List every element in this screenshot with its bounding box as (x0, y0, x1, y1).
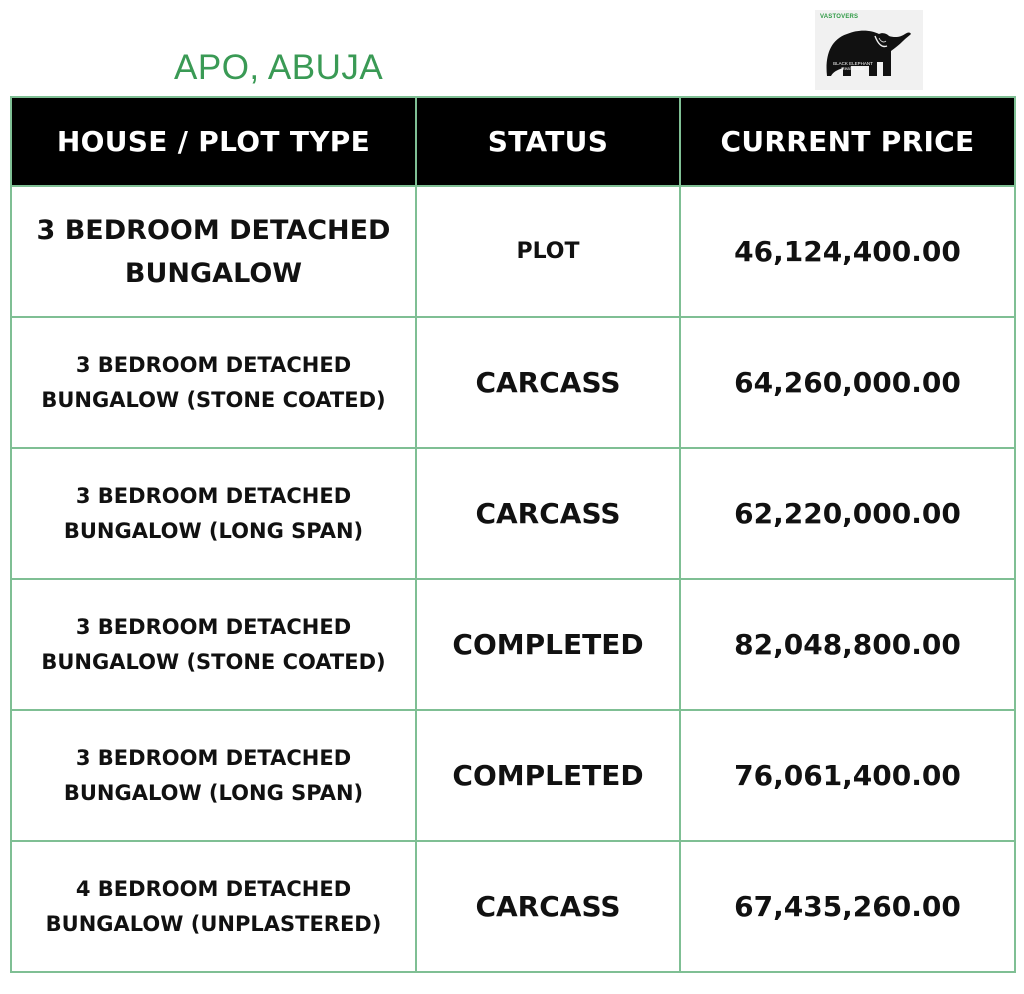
type-line-2: BUNGALOW (STONE COATED) (41, 387, 386, 412)
price-cell: 76,061,400.00 (680, 710, 1015, 841)
status-cell: PLOT (416, 186, 680, 317)
logo-text (831, 61, 875, 71)
type-line-1: 3 BEDROOM DETACHED (36, 214, 391, 246)
status-cell: CARCASS (416, 841, 680, 972)
type-line-1: 4 BEDROOM DETACHED (75, 876, 352, 901)
header-price: CURRENT PRICE (680, 97, 1015, 186)
price-cell: 46,124,400.00 (680, 186, 1015, 317)
status-cell: COMPLETED (416, 710, 680, 841)
type-line-1: 3 BEDROOM DETACHED (75, 352, 352, 377)
type-cell (11, 317, 416, 448)
company-logo (815, 10, 923, 90)
type-cell (11, 710, 416, 841)
type-line-1: 3 BEDROOM DETACHED (75, 614, 352, 639)
table-row (11, 317, 1015, 448)
table-row (11, 186, 1015, 317)
type-line-2: BUNGALOW (LONG SPAN) (63, 518, 364, 543)
price-table (10, 96, 1016, 973)
type-line-1: 3 BEDROOM DETACHED (75, 483, 352, 508)
table-header-row (11, 97, 1015, 186)
status-cell: CARCASS (416, 448, 680, 579)
price-cell: 64,260,000.00 (680, 317, 1015, 448)
price-cell: 82,048,800.00 (680, 579, 1015, 710)
type-line-2: BUNGALOW (LONG SPAN) (63, 780, 364, 805)
type-line-1: 3 BEDROOM DETACHED (75, 745, 352, 770)
table-row (11, 710, 1015, 841)
price-cell: 62,220,000.00 (680, 448, 1015, 579)
table-row (11, 579, 1015, 710)
status-cell: COMPLETED (416, 579, 680, 710)
elephant-icon (815, 10, 923, 90)
price-cell: 67,435,260.00 (680, 841, 1015, 972)
logo-brand: VASTOVERS (820, 14, 859, 20)
logo-name: BLACK ELEPHANT (833, 61, 873, 66)
table-row (11, 841, 1015, 972)
type-cell (11, 186, 416, 317)
header-type: HOUSE / PLOT TYPE (11, 97, 416, 186)
type-line-2: BUNGALOW (STONE COATED) (41, 649, 386, 674)
location-title: APO, ABUJA (174, 48, 384, 87)
type-line-2: BUNGALOW (UNPLASTERED) (45, 911, 382, 936)
status-cell: CARCASS (416, 317, 680, 448)
table-row (11, 448, 1015, 579)
type-cell (11, 448, 416, 579)
type-line-2: BUNGALOW (124, 257, 303, 289)
type-cell (11, 579, 416, 710)
type-cell (11, 841, 416, 972)
logo-sub: Real Estate (841, 66, 865, 72)
header-status: STATUS (416, 97, 680, 186)
